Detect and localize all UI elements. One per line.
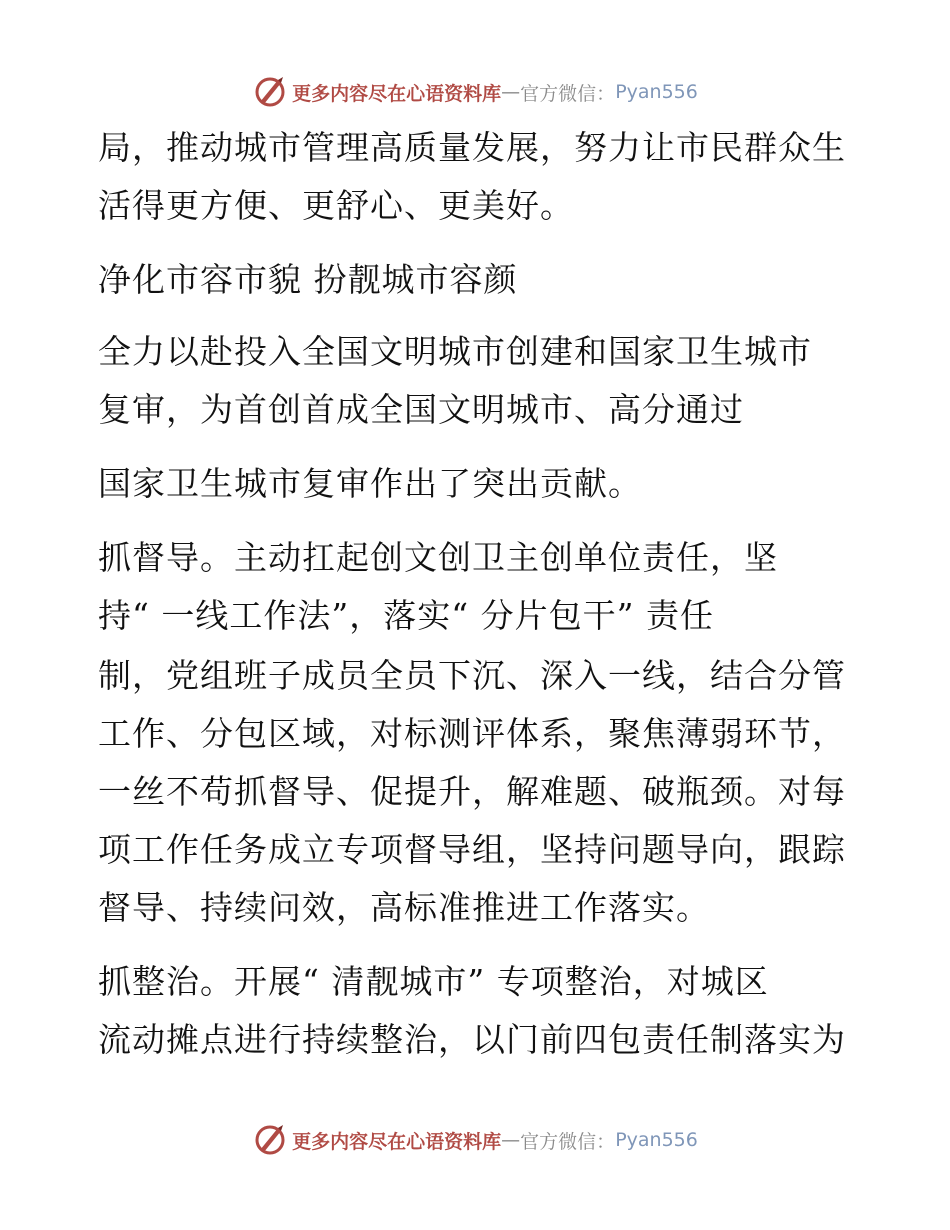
quill-pen-logo-icon <box>252 1122 288 1158</box>
text-line: 项工作任务成立专项督导组，坚持问题导向，跟踪 <box>98 830 846 869</box>
watermark-label: 官方微信： <box>520 82 616 105</box>
text-line: 全力以赴投入全国文明城市创建和国家卫生城市 <box>98 332 812 371</box>
watermark-label: 官方微信： <box>520 1130 616 1153</box>
watermark-separator: — <box>501 1129 521 1151</box>
watermark-wechat-id: Pyan556 <box>615 81 698 103</box>
text-line: 制，党组班子成员全员下沉、深入一线，结合分管 <box>98 656 846 695</box>
footer-watermark <box>0 1120 950 1160</box>
text-line: 工作、分包区域，对标测评体系，聚焦薄弱环节， <box>98 714 846 753</box>
text-line: 抓督导。主动扛起创文创卫主创单位责任，坚 <box>98 538 778 577</box>
text-line: 国家卫生城市复审作出了突出贡献。 <box>98 464 642 503</box>
text-line: 持“ 一线工作法”，落实“ 分片包干” 责任 <box>98 596 714 635</box>
text-line: 流动摊点进行持续整治，以门前四包责任制落实为 <box>98 1020 846 1059</box>
text-line: 抓整治。开展“ 清靓城市” 专项整治，对城区 <box>98 962 769 1001</box>
header-watermark <box>0 72 950 112</box>
watermark-separator: — <box>501 81 521 103</box>
watermark-brand: 更多内容尽在心语资料库 <box>292 1130 502 1153</box>
text-line: 督导、持续问效，高标准推进工作落实。 <box>98 888 710 927</box>
text-line: 局，推动城市管理高质量发展，努力让市民群众生 <box>98 128 846 167</box>
text-line: 一丝不苟抓督导、促提升，解难题、破瓶颈。对每 <box>98 772 846 811</box>
text-line: 活得更方便、更舒心、更美好。 <box>98 186 574 225</box>
text-line: 复审，为首创首成全国文明城市、高分通过 <box>98 390 744 429</box>
section-heading: 净化市容市貌 扮靓城市容颜 <box>98 260 518 299</box>
quill-pen-logo-icon <box>252 74 288 110</box>
watermark-brand: 更多内容尽在心语资料库 <box>292 82 502 105</box>
watermark-wechat-id: Pyan556 <box>615 1129 698 1151</box>
